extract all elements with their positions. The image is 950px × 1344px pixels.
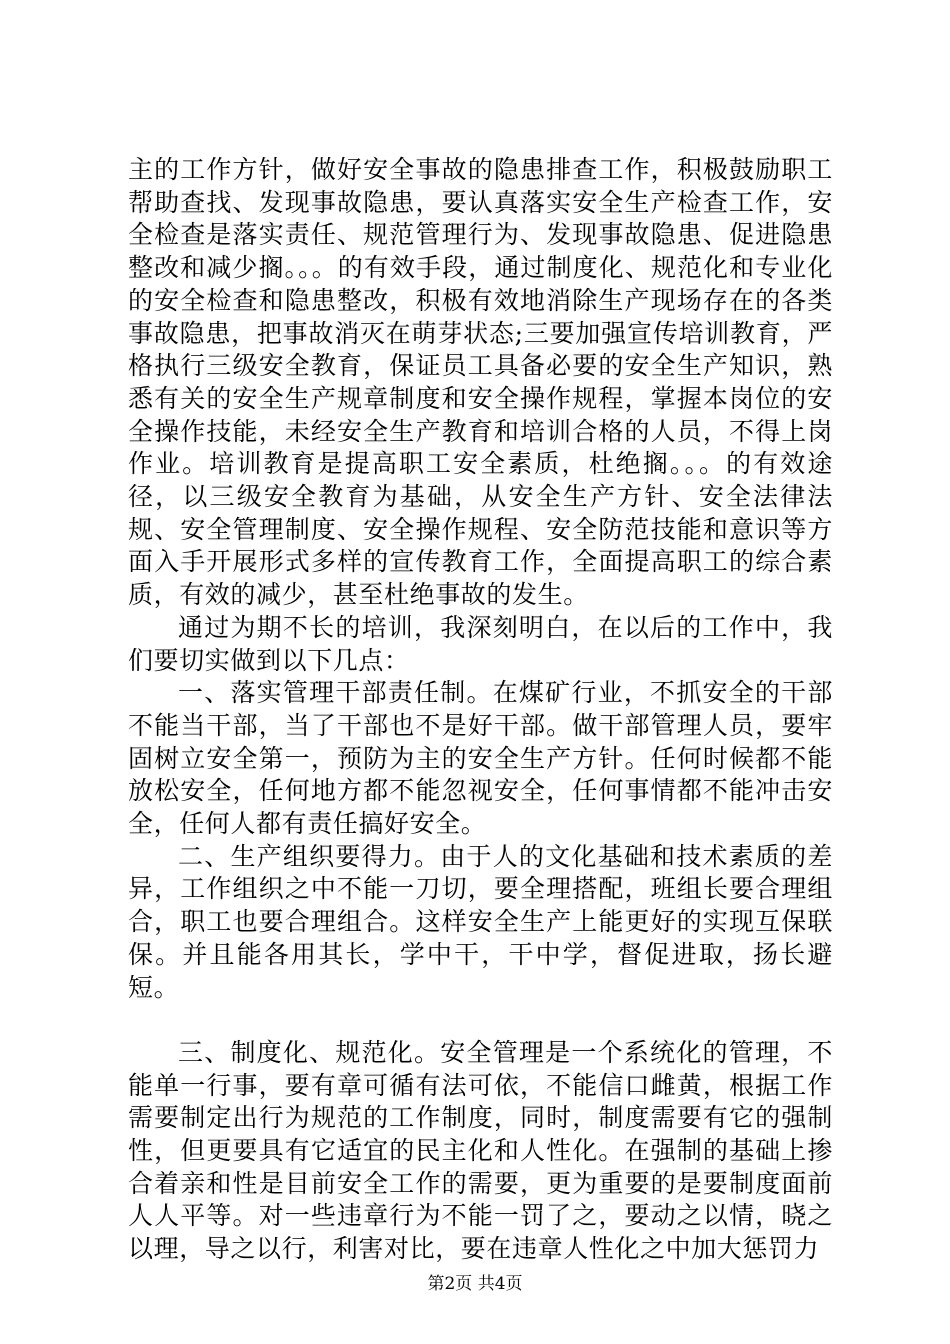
document-body [128, 154, 833, 1266]
paragraph-point-three: 三、制度化、规范化。安全管理是一个系统化的管理，不能单一行事，要有章可循有法可依，不能信口雌黄，根据工作需要制定出行为规范的工作制度，同时，制度需要有它的强制性，但更要具有它适宜的民主化和人性化。在强制的基础上掺合着亲和性是目前安全工作的需要，更为重要的是要制度面前人人平等。对一些违章行为不能一罚了之，要动之以情，晓之以理，导之以行，利害对比，要在违章人性化之中加大惩罚力 [128, 1037, 833, 1264]
page-number-footer: 第2页 共4页 [427, 1274, 523, 1294]
paragraph-point-one: 一、落实管理干部责任制。在煤矿行业，不抓安全的干部不能当干部，当了干部也不是好干部。做干部管理人员，要牢固树立安全第一，预防为主的安全生产方针。任何时候都不能放松安全，任何地方都不能忽视安全，任何事情都不能冲击安全，任何人都有责任搞好安全。 [128, 678, 833, 839]
paragraph-point-two: 二、生产组织要得力。由于人的文化基础和技术素质的差异，工作组织之中不能一刀切，要全理搭配，班组长要合理组合，职工也要合理组合。这样安全生产上能更好的实现互保联保。并且能各用其长，学中干，干中学，督促进取，扬长避短。 [128, 841, 833, 1002]
paragraph-training-summary: 通过为期不长的培训，我深刻明白，在以后的工作中，我们要切实做到以下几点： [128, 612, 833, 675]
paragraph-continued: 主的工作方针，做好安全事故的隐患排查工作，积极鼓励职工帮助查找、发现事故隐患，要认真落实安全生产检查工作，安全检查是落实责任、规范管理行为、发现事故隐患、促进隐患整改和减少搁。。。的有效手段，通过制度化、规范化和专业化的安全检查和隐患整改，积极有效地消除生产现场存在的各类事故隐患，把事故消灭在萌芽状态;三要加强宣传培训教育，严格执行三级安全教育，保证员工具备必要的安全生产知识，熟悉有关的安全生产规章制度和安全操作规程，掌握本岗位的安全操作技能，未经安全生产教育和培训合格的人员，不得上岗作业。培训教育是提高职工安全素质，杜绝搁。。。的有效途径，以三级安全教育为基础，从安全生产方针、安全法律法规、安全管理制度、安全操作规程、安全防范技能和意识等方面入手开展形式多样的宣传教育工作，全面提高职工的综合素质，有效的减少，甚至杜绝事故的发生。 [128, 155, 833, 610]
